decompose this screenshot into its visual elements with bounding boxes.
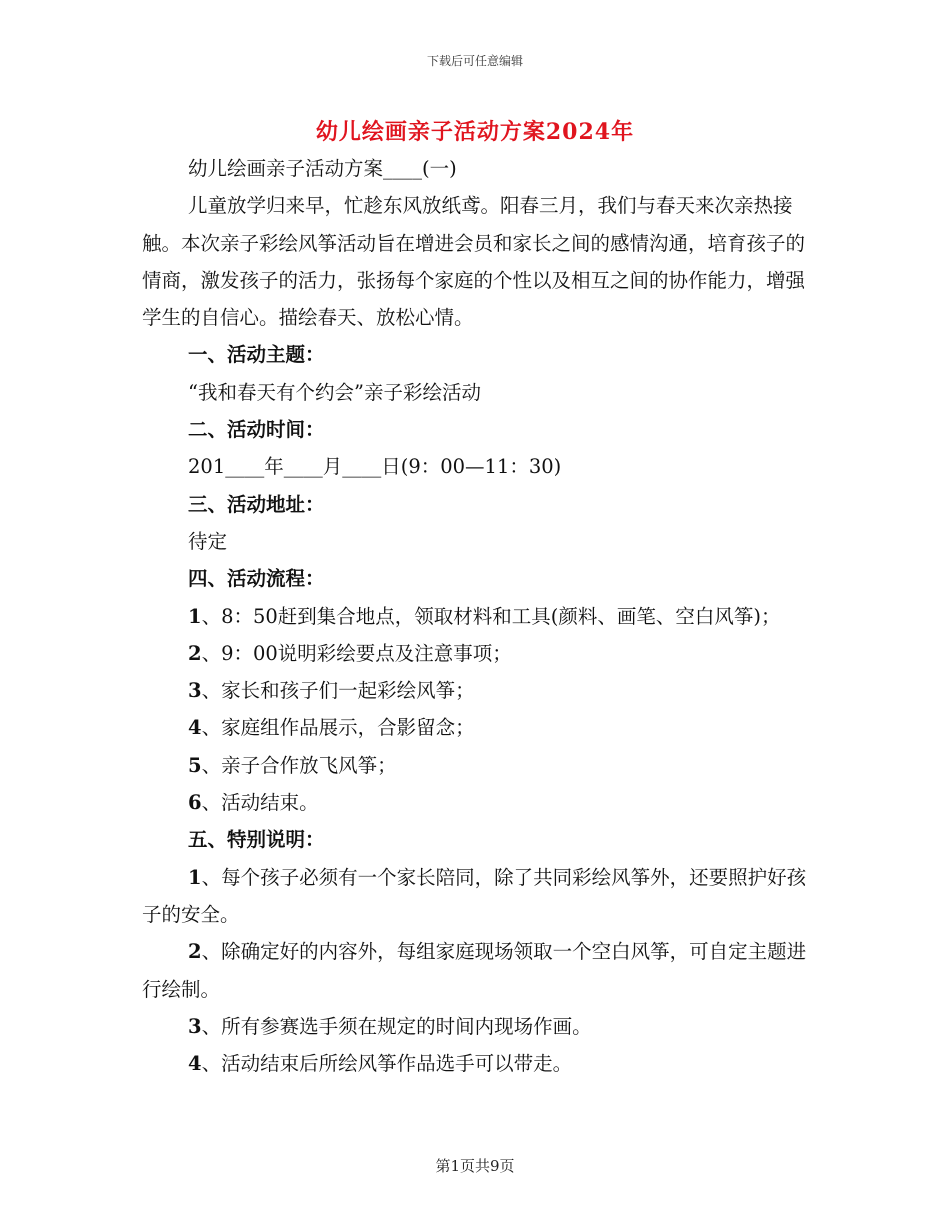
intro-paragraph: 儿童放学归来早，忙趁东风放纸鸢。阳春三月，我们与春天来次亲热接触。本次亲子彩绘风筝活动旨在增进会员和家长之间的感情沟通，培育孩子的情商，激发孩子的活力，张扬每个家庭的个性以及相互之间的协作能力，增强学生的自信心。描绘春天、放松心情。 bbox=[142, 194, 806, 330]
document-body bbox=[142, 150, 810, 1082]
list-number: 1 bbox=[188, 604, 202, 628]
list-text: 、亲子合作放飞风筝； bbox=[201, 753, 397, 777]
list-number: 3 bbox=[188, 1014, 202, 1038]
process-item bbox=[142, 672, 810, 709]
notes-item bbox=[142, 1045, 810, 1082]
list-text: 、8：50赶到集合地点，领取材料和工具(颜料、画笔、空白风筝)； bbox=[201, 604, 781, 628]
process-item bbox=[142, 747, 810, 784]
list-text: 、活动结束后所绘风筝作品选手可以带走。 bbox=[201, 1052, 573, 1076]
list-text: 、家长和孩子们一起彩绘风筝； bbox=[201, 679, 475, 703]
section-heading-process: 四、活动流程： bbox=[188, 567, 325, 591]
page-header-note: 下载后可任意编辑 bbox=[426, 54, 523, 68]
list-number: 5 bbox=[188, 753, 202, 777]
document-subtitle: 幼儿绘画亲子活动方案____(一) bbox=[188, 157, 457, 180]
notes-item bbox=[142, 933, 810, 1008]
process-item bbox=[142, 598, 810, 635]
section-heading-notes: 五、特别说明： bbox=[188, 828, 325, 852]
list-text: 、所有参赛选手须在规定的时间内现场作画。 bbox=[201, 1014, 592, 1038]
list-text: 、9：00说明彩绘要点及注意事项； bbox=[201, 641, 512, 665]
process-item bbox=[142, 635, 810, 672]
list-number: 4 bbox=[188, 716, 202, 740]
notes-item bbox=[142, 1008, 810, 1045]
section-text-theme: “我和春天有个约会”亲子彩绘活动 bbox=[188, 380, 481, 404]
list-number: 2 bbox=[188, 940, 202, 964]
list-number: 6 bbox=[188, 791, 202, 815]
list-number: 2 bbox=[188, 641, 202, 665]
list-number: 3 bbox=[188, 679, 202, 703]
section-heading-location: 三、活动地址： bbox=[188, 492, 325, 516]
notes-item bbox=[142, 859, 810, 934]
list-text: 、除确定好的内容外，每组家庭现场领取一个空白风筝，可自定主题进行绘制。 bbox=[142, 940, 807, 1001]
page-number: 第1页共9页 bbox=[435, 1157, 515, 1175]
section-heading-theme: 一、活动主题： bbox=[188, 343, 325, 367]
list-text: 、每个孩子必须有一个家长陪同，除了共同彩绘风筝外，还要照护好孩子的安全。 bbox=[142, 865, 807, 926]
process-item bbox=[142, 709, 810, 746]
section-text-location: 待定 bbox=[188, 529, 228, 553]
list-text: 、家庭组作品展示，合影留念； bbox=[201, 716, 475, 740]
section-text-time: 201____年____月____日(9：00—11：30) bbox=[188, 455, 562, 479]
list-number: 1 bbox=[188, 865, 202, 889]
process-item bbox=[142, 784, 810, 821]
document-title: 幼儿绘画亲子活动方案2024年 bbox=[315, 119, 635, 145]
list-number: 4 bbox=[188, 1052, 202, 1076]
list-text: 、活动结束。 bbox=[201, 791, 319, 815]
section-heading-time: 二、活动时间： bbox=[188, 418, 325, 442]
